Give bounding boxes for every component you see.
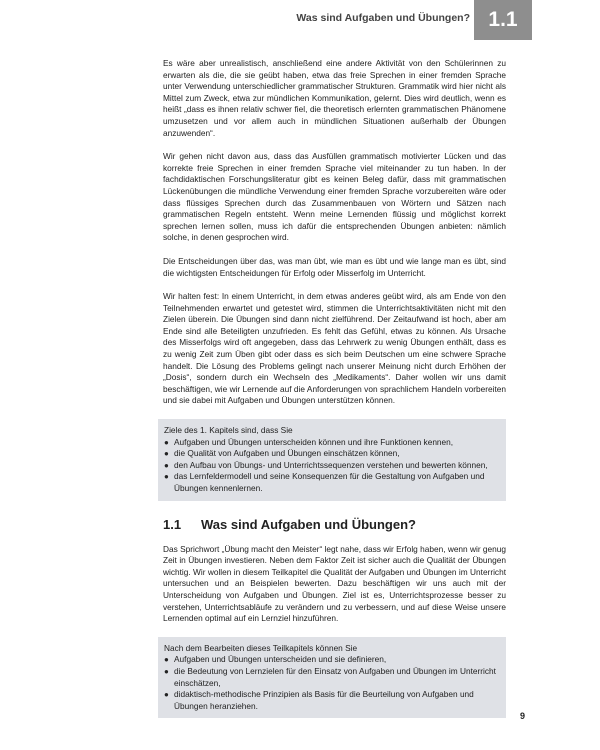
- list-item: ● die Bedeutung von Lernzielen für den Einsatz von Aufgaben und Übungen im Unterricht einschätzen,: [164, 665, 496, 688]
- paragraph: Wir gehen nicht davon aus, dass das Ausfüllen grammatisch motivierter Lücken und das korrekte freie Sprechen in einer fremden Sprache viel miteinander zu tun haben. In der fachdidaktischen Forschungsliteratur gibt es keinen Beleg dafür, dass mit grammatischen Lückenübungen die mündliche Verwendung einer fremden Sprache vorzubereiten wäre oder dass flüssiges Sprechen durch das Zusammenbauen von Wörtern und Sätzen nach grammatischen Regeln entsteht. Wenn meine Lernenden flüssig und möglichst korrekt sprechen lernen sollen, muss ich dafür die entsprechenden Übungen anbieten: nämlich solche, in denen gesprochen wird.: [163, 151, 506, 243]
- paragraph: Das Sprichwort „Übung macht den Meister“ legt nahe, dass wir Erfolg haben, wenn wir genug Zeit in Übungen investieren. Neben dem Faktor Zeit ist sicher auch die Qualität der Übungen wichtig. Wir wollen in diesem Teilkapitel die Qualität der Aufgaben und Übungen im Unterricht untersuchen und an Beispielen bewerten. Dazu beschäftigen wir uns auch mit der Unterscheidung von Aufgaben und Übungen. Ziel ist es, Unterrichtsprozesse besser zu verstehen, Unterrichtsabläufe zu verändern und zu verbessern, und auf diese Weise unsere Lernenden optimal auf ein Lernziel hinzuführen.: [163, 543, 506, 624]
- paragraph: Die Entscheidungen über das, was man übt, wie man es übt und wie lange man es übt, sind die wichtigsten Entscheidungen für Erfolg oder Misserfolg im Unterricht.: [163, 255, 506, 278]
- bullet-icon: ●: [164, 460, 169, 470]
- section-goals-title: Nach dem Bearbeiten dieses Teilkapitels können Sie: [164, 642, 358, 653]
- section-heading: [163, 517, 506, 532]
- chapter-goals-list: [164, 437, 500, 495]
- list-item: ● Aufgaben und Übungen unterscheiden können und ihre Funktionen kennen,: [164, 436, 454, 447]
- section-number: 1.1: [163, 516, 182, 532]
- bullet-icon: ●: [164, 655, 169, 665]
- list-item: ● Aufgaben und Übungen unterscheiden und sie definieren,: [164, 654, 387, 665]
- chapter-goals-box: [158, 419, 506, 501]
- list-item: ● didaktisch-methodische Prinzipien als Basis für die Beurteilung von Aufgaben und Übungen heranziehen.: [164, 689, 474, 711]
- paragraph: Wir halten fest: In einem Unterricht, in dem etwas anderes geübt wird, als am Ende von den Teilnehmenden erwartet und getestet wird, stimmen die Unterrichtsaktivitäten nicht mit den Zielen überein. Die Übungen sind dann nicht zielführend. Der Zeitaufwand ist hoch, aber am Ende sind alle Beteiligten unzufrieden. Es fehlt das Gefühl, etwas zu können. Als Ursache des Misserfolgs wird oft angegeben, dass das Lehrwerk zu wenig Übungen enthält, dass es zu wenig Zeit zum Üben gibt oder dass es sich beim Deutschen um eine schwere Sprache handelt. Die Lösung des Problems gelingt nach unserer Meinung nicht durch Erhöhen der „Dosis“, sondern durch ein Wechseln des „Medikaments“. Daher wollen wir uns damit beschäftigen, wie wir Lernende auf die Anforderungen von sprachlichem Handeln vorbereiten und sie dabei mit Aufgaben und Übungen unterstützen können.: [163, 291, 506, 406]
- section-title: Was sind Aufgaben und Übungen?: [201, 516, 416, 532]
- running-header: [0, 0, 600, 40]
- page-number: 9: [519, 711, 525, 721]
- section-goals-box: [158, 637, 506, 719]
- running-header-title: Was sind Aufgaben und Übungen?: [296, 12, 470, 24]
- bullet-icon: ●: [164, 666, 169, 676]
- bullet-icon: ●: [164, 472, 169, 482]
- chapter-tab: 1.1: [474, 0, 532, 40]
- list-item: ● den Aufbau von Übungs- und Unterrichtssequenzen verstehen und bewerten können,: [164, 459, 488, 470]
- chapter-goals-title: Ziele des 1. Kapitels sind, dass Sie: [164, 425, 293, 436]
- list-item: ● das Lernfeldermodell und seine Konsequenzen für die Gestaltung von Aufgaben und Übungen kennenlernen.: [164, 471, 485, 493]
- section-goals-list: [164, 654, 500, 712]
- page-content: [163, 58, 506, 730]
- bullet-icon: ●: [164, 437, 169, 447]
- bullet-icon: ●: [164, 690, 169, 700]
- bullet-icon: ●: [164, 449, 169, 459]
- paragraph: Es wäre aber unrealistisch, anschließend eine andere Aktivität von den Schülerinnen zu erwarten als die, die sie geübt haben, etwa das freie Sprechen in einer fremden Sprache unter Verwendung unterschiedlicher grammatischer Strukturen. Grammatik wird hier nicht als Mittel zum Zweck, etwa zur mündlichen Kommunikation, gelernt. Dies wird deutlich, wenn es heißt „dass es ihnen relativ schwer fiel, die theoretisch erlernten grammatischen Phänomene umzusetzen und vor allem auch in mündlichen Situationen außerhalb der Übungen anzuwenden“.: [163, 58, 506, 138]
- list-item: ● die Qualität von Aufgaben und Übungen einschätzen können,: [164, 448, 400, 459]
